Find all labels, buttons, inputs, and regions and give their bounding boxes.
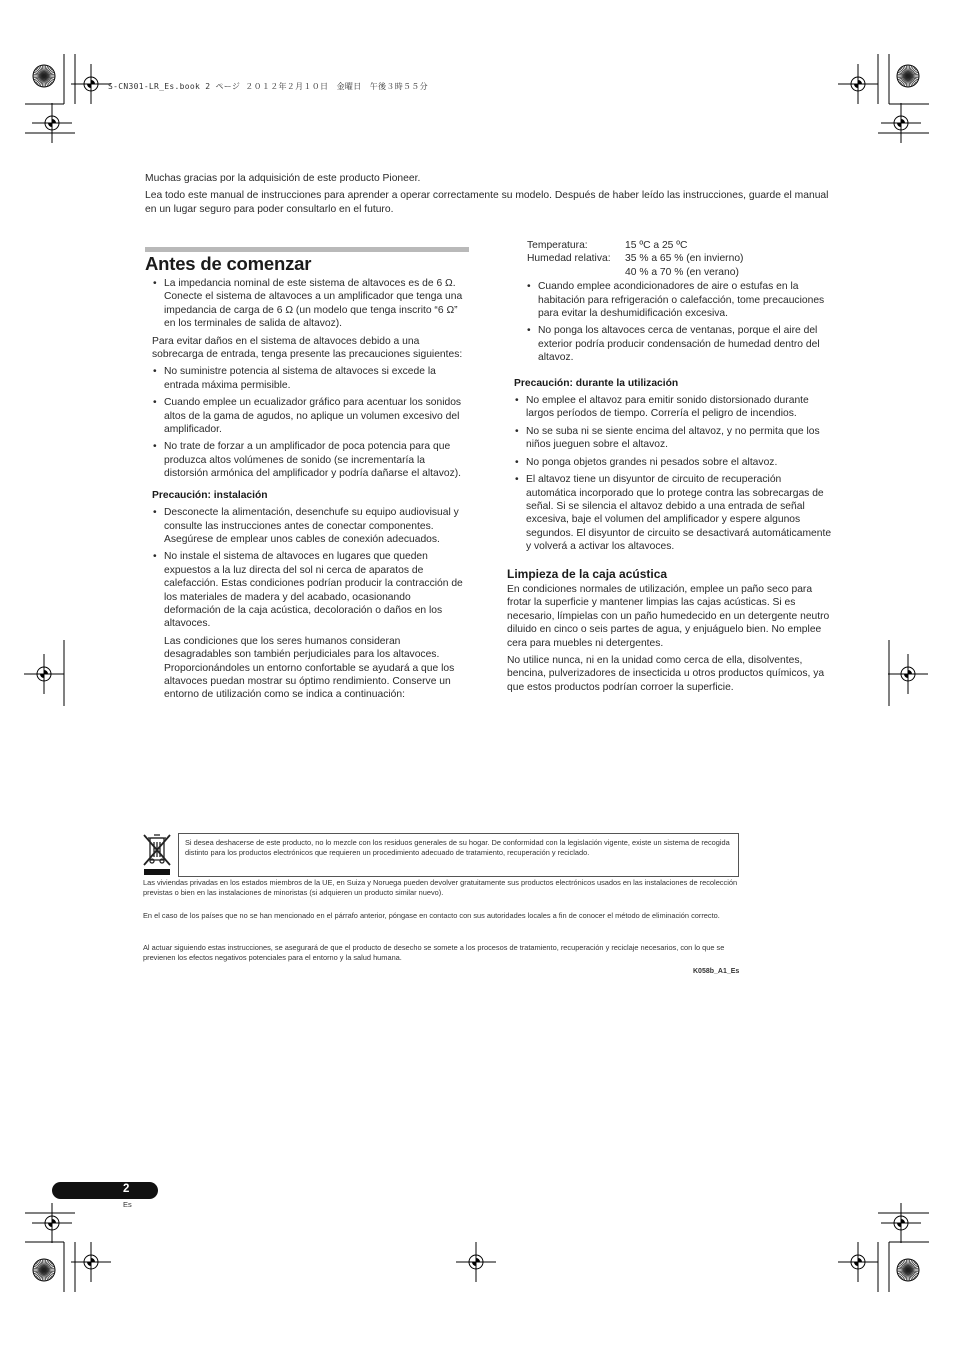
table-row <box>527 266 743 279</box>
list-item: • Cuando emplee acondicionadores de aire o estufas en la habitación para refrigeración o calefacción, tome precauciones para evitar la deshumidificación excesiva. <box>519 280 832 320</box>
crossed-bin-icon <box>141 832 173 876</box>
condition-label: Temperatura: <box>527 240 588 251</box>
use-heading: Precaución: durante la utilización <box>514 377 679 389</box>
weee-notice-box <box>178 833 739 877</box>
table-row <box>527 252 743 265</box>
list-item: • La impedancia nominal de este sistema de altavoces es de 6 Ω. Conecte el sistema de altavoces a un amplificador que tenga una impedancia de carga de 6 Ω (un modelo que tenga inscrito “6 Ω” en los terminales de salida de altavoz). <box>145 277 470 331</box>
intro-read-manual: Lea todo este manual de instrucciones para aprender a operar correctamente su modelo. Después de haber leído las instrucciones, guarde el manual en un lugar seguro para poder consultarlo en el futuro. <box>145 190 829 215</box>
page-title: Antes de comenzar <box>145 253 312 274</box>
use-list <box>507 394 832 553</box>
condition-value: 35 % a 65 % (en invierno) <box>625 253 744 265</box>
weee-box-text: Si desea deshacerse de este producto, no lo mezcle con los residuos generales de su hogar. De conformidad con la legislación vigente, existe un sistema de recogida distinto para los productos electrónicos que requieren un procedimiento adecuado de tratamiento, recuperación y reciclado. <box>185 838 730 858</box>
section-bar <box>145 247 469 252</box>
page-number: 2 <box>123 1183 130 1195</box>
overload-intro: Para evitar daños en el sistema de altavoces debido a una sobrecarga de entrada, tenga presente las precauciones siguientes: <box>152 335 463 361</box>
list-item: • No trate de forzar a un amplificador de poca potencia para que produzca altos volúmenes de sonido (se incrementaría la distorsión armónica del amplificador y podría dañarse el altavoz). <box>145 440 470 480</box>
intro <box>145 172 835 220</box>
intro-thanks: Muchas gracias por la adquisición de este producto Pioneer. <box>145 173 421 184</box>
language-code: Es <box>123 1200 132 1209</box>
condition-label: Humedad relativa: <box>527 253 611 265</box>
list-item: • No emplee el altavoz para emitir sonido distorsionado durante largos períodos de tiempo. Correría el peligro de incendios. <box>507 394 832 421</box>
condition-value: 40 % a 70 % (en verano) <box>625 266 739 278</box>
install-followup: Las condiciones que los seres humanos consideran desagradables son también perjudiciales para los altavoces. Proporcionándoles un entorno confortable se ayudará a que los altavoces puedan mostrar su óptimo rendimiento. Conserve un entorno de utilización como se indica a continuación: <box>164 635 455 701</box>
list-item: • No se suba ni se siente encima del altavoz, y no permita que los niños jueguen sobre el altavoz. <box>507 425 832 452</box>
environment-list <box>519 280 832 364</box>
weee-paragraph: Al actuar siguiendo estas instrucciones, se asegurará de que el producto de desecho se somete a los procesos de tratamiento, recuperación y reciclaje necesarios, con lo que se previenen los efectos negativos potenciales para el entorno y la salud humana. <box>143 943 725 963</box>
weee-paragraph: Las viviendas privadas en los estados miembros de la UE, en Suiza y Noruega pueden devolver gratuitamente sus productos electrónicos usados en las instalaciones de recolección previstas o bien en las instalaciones de minoristas (si adquieren un producto similar nuevo). <box>143 878 738 898</box>
cleaning-warning: No utilice nunca, ni en la unidad como cerca de ella, disolventes, bencina, pulverizadores de insecticida u otros productos químicos, ya que estos productos podrían corroer la superficie. <box>507 654 825 693</box>
file-info-header: S-CN301-LR_Es.book 2 ページ ２０１２年２月１０日 金曜日 午後３時５５分 <box>108 82 428 91</box>
table-row <box>527 239 743 252</box>
cleaning-heading: Limpieza de la caja acústica <box>507 566 668 581</box>
install-heading: Precaución: instalación <box>152 489 268 501</box>
conditions-table <box>527 239 743 279</box>
page-number-badge <box>52 1182 158 1199</box>
right-column <box>507 239 832 694</box>
list-item: • Cuando emplee un ecualizador gráfico para acentuar los sonidos altos de la gama de agudos, no aplique un volumen excesivo del amplificador. <box>145 396 470 436</box>
left-column <box>145 277 470 702</box>
list-item: • No ponga los altavoces cerca de ventanas, porque el aire del exterior podría producir condensación de humedad dentro del altavoz. <box>519 324 832 364</box>
condition-label <box>527 266 625 279</box>
impedance-list <box>145 277 470 331</box>
document-code: K058b_A1_Es <box>693 968 740 975</box>
overload-list <box>145 365 470 480</box>
list-item: • Desconecte la alimentación, desenchufe su equipo audiovisual y consulte las instrucciones antes de conectar componentes. Asegúrese de emplear unos cables de conexión adecuados. <box>145 506 470 546</box>
list-item: • No instale el sistema de altavoces en lugares que queden expuestos a la luz directa del sol ni cerca de aparatos de calefacción. Estas condiciones podrían producir la contracción de los materiales de madera y del acabado, ocasionando deformación de la caja acústica, decoloración o daños en los altavoces. <box>145 550 470 630</box>
condition-value: 15 ºC a 25 ºC <box>625 240 688 251</box>
list-item: • El altavoz tiene un disyuntor de circuito de recuperación automática incorporado que lo protege contra las sobrecargas de señal. Si se silencia el altavoz debido a una entrada de señal excesiva, baje el volumen del amplificador y espere algunos segundos. El disyuntor de circuito se desactivará automáticamente y volverá a activar los altavoces. <box>507 473 832 553</box>
install-list <box>145 506 470 631</box>
weee-paragraph: En el caso de los países que no se han mencionado en el párrafo anterior, póngase en contacto con sus autoridades locales a fin de conocer el método de eliminación correcto. <box>143 911 720 920</box>
list-item: • No suministre potencia al sistema de altavoces si excede la entrada máxima permisible. <box>145 365 470 392</box>
cleaning-paragraph: En condiciones normales de utilización, emplee un paño seco para frotar la superficie y mantener limpias las cajas acústicas. Si es necesario, límpielas con un paño humedecido en un detergente neutro diluido en cinco o seis partes de agua, y enjuáguelo bien. No emplee cera para muebles ni detergentes. <box>507 583 830 649</box>
list-item: • No ponga objetos grandes ni pesados sobre el altavoz. <box>507 456 832 469</box>
